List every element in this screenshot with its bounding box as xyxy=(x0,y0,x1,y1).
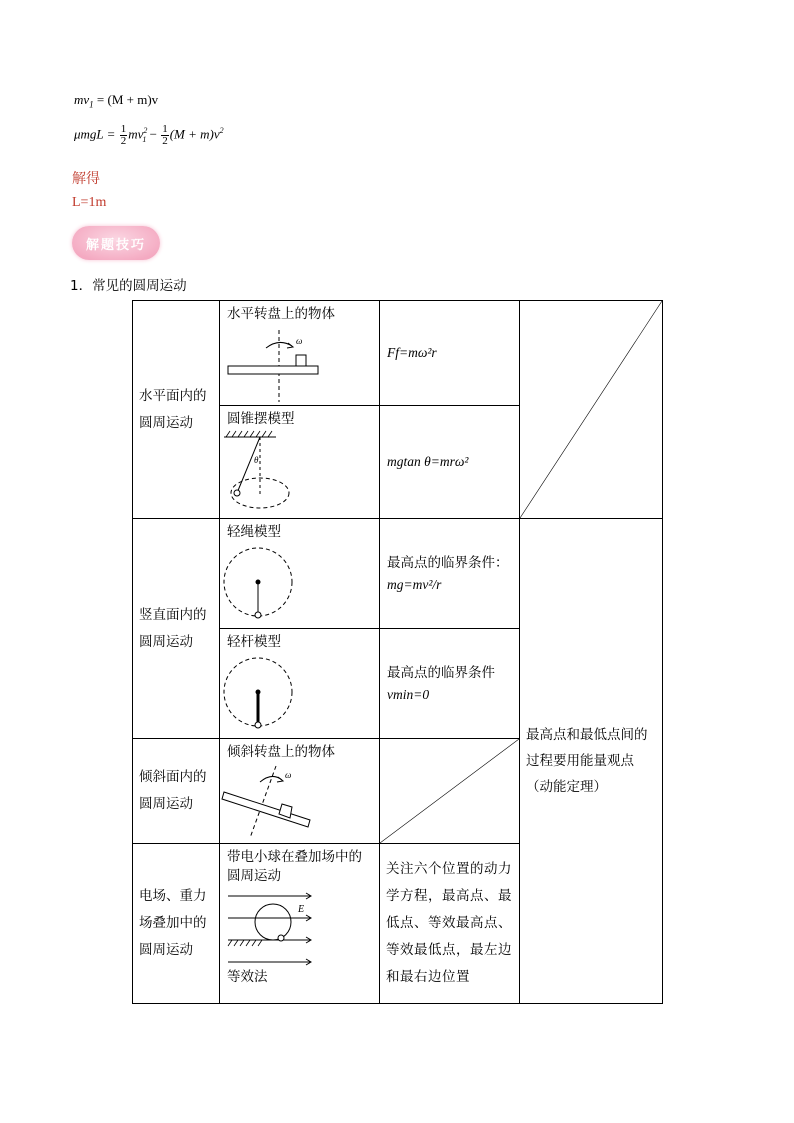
charged-ball-diagram xyxy=(220,886,378,968)
horizontal-turntable-diagram xyxy=(220,324,378,404)
critical-condition-title: 最高点的临界条件： xyxy=(387,554,509,571)
formula-rod xyxy=(380,629,520,739)
model-title: 轻杆模型 xyxy=(227,634,281,650)
solve-label: 解得 xyxy=(72,171,100,187)
model-title: 水平转盘上的物体 xyxy=(227,306,335,322)
section-heading: 1．常见的圆周运动 xyxy=(70,278,187,294)
model-light-rope xyxy=(220,519,380,629)
six-positions-note: 关注六个位置的动力学方程，最高点、最低点、等效最高点、等效最低点，最左边和最右边位置 xyxy=(380,844,520,1004)
model-title: 轻绳模型 xyxy=(227,524,281,540)
model-inclined-turntable xyxy=(220,739,380,844)
model-charged-ball xyxy=(220,844,380,1004)
momentum-equation: $mv_1 = (M + m)v$ xyxy=(74,92,159,110)
formula-conical: mgtan θ=mrω² xyxy=(380,406,520,519)
model-title: 圆锥摆模型 xyxy=(227,411,295,427)
rod-formula: vmin=0 xyxy=(387,686,430,702)
empty-slash-cell-2 xyxy=(380,739,520,844)
model-title: 倾斜转盘上的物体 xyxy=(227,744,335,760)
model-title: 带电小球在叠加场中的圆周运动 xyxy=(227,849,362,884)
model-conical-pendulum xyxy=(220,406,380,519)
model-light-rod xyxy=(220,629,380,739)
formula-rope xyxy=(380,519,520,629)
omega-label: ω xyxy=(296,336,303,346)
field-e-label: E xyxy=(298,904,305,915)
category-vertical: 竖直面内的圆周运动 xyxy=(133,519,220,739)
theta-label: θ xyxy=(254,455,259,465)
circular-motion-table xyxy=(132,300,663,1004)
conical-pendulum-diagram xyxy=(220,429,378,517)
tips-badge: 解题技巧 xyxy=(72,226,160,260)
light-rod-diagram xyxy=(220,652,378,736)
light-rope-diagram xyxy=(220,542,378,626)
critical-condition-title: 最高点的临界条件 xyxy=(387,664,495,681)
category-inclined: 倾斜面内的圆周运动 xyxy=(133,739,220,844)
empty-slash-cell-1 xyxy=(520,301,663,519)
energy-note-cell: 最高点和最低点间的过程要用能量观点（动能定理） xyxy=(520,519,663,1004)
category-horizontal: 水平面内的圆周运动 xyxy=(133,301,220,519)
equivalent-method: 等效法 xyxy=(227,969,268,985)
result-value: L=1m xyxy=(72,195,107,210)
category-field: 电场、重力场叠加中的圆周运动 xyxy=(133,844,220,1004)
omega-label: ω xyxy=(285,770,292,780)
model-horizontal-turntable xyxy=(220,301,380,406)
energy-equation: μmgL = $\frac{1}{2}$ $mv^2_1$ − $\frac{1}{2}$ $(M + m)v^2$ xyxy=(74,123,224,147)
formula-friction: Ff=mω²r xyxy=(380,301,520,406)
inclined-turntable-diagram xyxy=(220,762,378,842)
rope-formula: mg=mv²/r xyxy=(387,576,442,592)
